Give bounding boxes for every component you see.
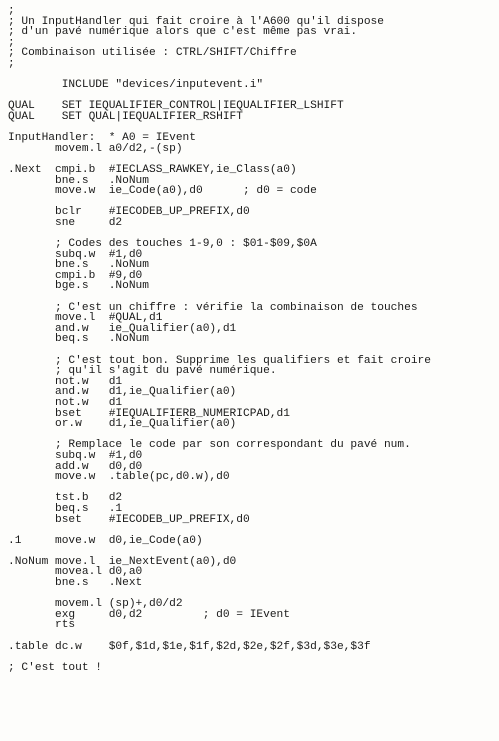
code-line: move.w ie_Code(a0),d0 ; d0 = code bbox=[8, 185, 317, 198]
code-line: bne.s .NoNum bbox=[8, 259, 149, 272]
code-line: beq.s .1 bbox=[8, 502, 123, 515]
code-line: add.w d0,d0 bbox=[8, 460, 143, 473]
code-line: movem.l (sp)+,d0/d2 bbox=[8, 598, 183, 611]
code-line: ; C'est un chiffre : vérifie la combinaison de touches bbox=[8, 301, 418, 314]
code-line: ; bbox=[8, 5, 15, 17]
code-line: .Next cmpi.b #IECLASS_RAWKEY,ie_Class(a0) bbox=[8, 163, 297, 176]
code-line: .1 move.w d0,ie_Code(a0) bbox=[8, 534, 203, 547]
code-line: ; bbox=[8, 57, 15, 70]
code-line: ; Remplace le code par son correspondant du pavé num. bbox=[8, 439, 411, 452]
code-line: exg d0,d2 ; d0 = IEvent bbox=[8, 608, 290, 621]
code-line: subq.w #1,d0 bbox=[8, 248, 143, 261]
code-line bbox=[8, 345, 431, 356]
code-line: or.w d1,ie_Qualifier(a0) bbox=[8, 418, 237, 431]
code-line: ; C'est tout ! bbox=[8, 661, 102, 674]
code-line: QUAL SET IEQUALIFIER_CONTROL|IEQUALIFIER_LSHIFT bbox=[8, 100, 344, 113]
code-line: ; bbox=[8, 36, 15, 49]
code-line: .NoNum move.l ie_NextEvent(a0),d0 bbox=[8, 555, 237, 568]
code-line: tst.b d2 bbox=[8, 492, 123, 505]
code-line: bset #IEQUALIFIERB_NUMERICPAD,d1 bbox=[8, 407, 290, 420]
code-line: subq.w #1,d0 bbox=[8, 449, 143, 462]
code-line: ; Codes des touches 1-9,0 : $01-$09,$0A bbox=[8, 238, 317, 251]
code-line: move.l #QUAL,d1 bbox=[8, 312, 163, 325]
code-line: not.w d1 bbox=[8, 375, 123, 388]
code-line: .table dc.w $0f,$1d,$1e,$1f,$2d,$2e,$2f,$3d,$3e,$3f bbox=[8, 640, 371, 653]
code-line: not.w d1 bbox=[8, 396, 123, 409]
code-line: movea.l d0,a0 bbox=[8, 566, 143, 579]
code-line: ; Un InputHandler qui fait croire à l'A600 qu'il dispose bbox=[8, 15, 384, 28]
assembly-code-listing bbox=[8, 6, 431, 673]
code-line: movem.l a0/d2,-(sp) bbox=[8, 142, 183, 155]
code-line: rts bbox=[8, 619, 76, 632]
code-line: bset #IECODEB_UP_PREFIX,d0 bbox=[8, 513, 250, 526]
code-line: sne d2 bbox=[8, 216, 123, 229]
code-line: cmpi.b #9,d0 bbox=[8, 269, 143, 282]
code-line: QUAL SET QUAL|IEQUALIFIER_RSHIFT bbox=[8, 110, 243, 123]
code-line: INCLUDE "devices/inputevent.i" bbox=[8, 79, 264, 92]
code-line: InputHandler: * A0 = IEvent bbox=[8, 132, 196, 145]
code-line: bne.s .NoNum bbox=[8, 174, 149, 187]
code-line: ; d'un pavé numérique alors que c'est même pas vrai. bbox=[8, 26, 358, 39]
code-line: ; C'est tout bon. Supprime les qualifiers et fait croire bbox=[8, 354, 431, 367]
code-line: ; Combinaison utilisée : CTRL/SHIFT/Chiffre bbox=[8, 47, 297, 60]
code-line: move.w .table(pc,d0.w),d0 bbox=[8, 471, 230, 484]
code-line: ; qu'il s'agit du pavé numérique. bbox=[8, 365, 277, 378]
code-line: bclr #IECODEB_UP_PREFIX,d0 bbox=[8, 206, 250, 219]
code-line: bge.s .NoNum bbox=[8, 280, 149, 293]
code-line: and.w ie_Qualifier(a0),d1 bbox=[8, 322, 237, 335]
code-line: bne.s .Next bbox=[8, 577, 143, 590]
code-line: and.w d1,ie_Qualifier(a0) bbox=[8, 386, 237, 399]
code-line: beq.s .NoNum bbox=[8, 333, 149, 346]
